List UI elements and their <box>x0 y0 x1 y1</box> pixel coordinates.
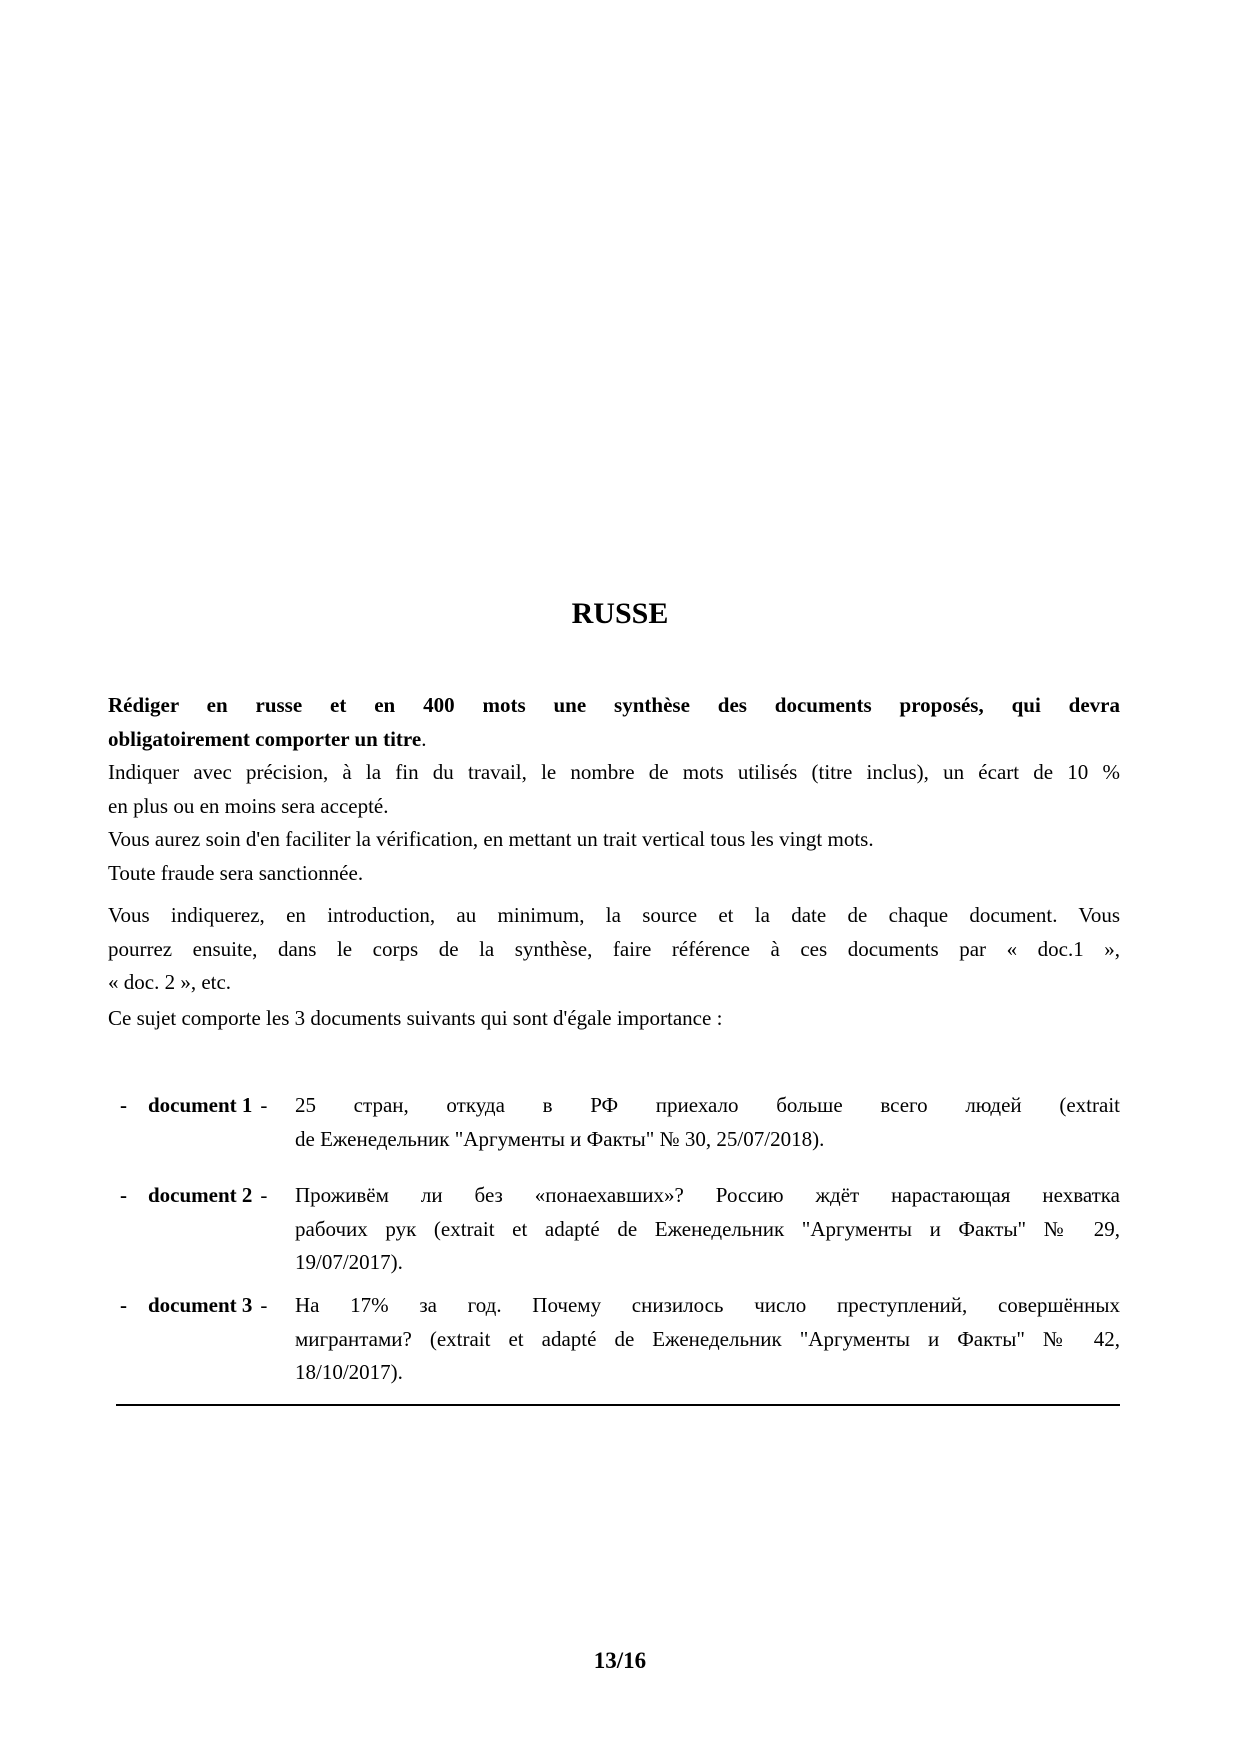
document-description-line: Проживём ли без «понаехавших»? Россию ждёт нарастающая нехватка <box>295 1183 1120 1207</box>
horizontal-rule <box>116 1404 1120 1406</box>
document-description-line: На 17% за год. Почему снизилось число преступлений, совершённых <box>295 1293 1120 1317</box>
label-separator-dash: - <box>260 1093 268 1117</box>
document-list-item-3 <box>108 1289 1120 1390</box>
document-description-line: мигрантами? (extrait et adapté de Еженедельник "Аргументы и Факты" № 42, <box>295 1326 1120 1351</box>
document-description-line: de Еженедельник "Аргументы и Факты" № 30, 25/07/2018). <box>295 1126 825 1151</box>
instructions-paragraph-1 <box>108 689 1120 890</box>
page-number: 13/16 <box>593 1648 647 1673</box>
document-description-line: 18/10/2017). <box>295 1360 403 1384</box>
instruction-line: Vous aurez soin d'en faciliter la vérification, en mettant un trait vertical tous les vingt mots. <box>108 827 874 851</box>
document-label-text: document 1 <box>148 1093 253 1117</box>
instruction-bold-span: obligatoirement comporter un titre <box>108 726 422 751</box>
instruction-line: Ce sujet comporte les 3 documents suivants qui sont d'égale importance : <box>108 1006 723 1030</box>
document-3-label <box>148 1289 267 1323</box>
instructions-paragraph-3 <box>108 1002 1120 1036</box>
list-dash: - <box>120 1093 127 1117</box>
page-title: RUSSE <box>571 597 669 630</box>
instruction-line: Indiquer avec précision, à la fin du travail, le nombre de mots utilisés (titre inclus), un écart de 10 % <box>108 760 1120 784</box>
list-dash: - <box>120 1293 127 1317</box>
document-label-text: document 3 <box>148 1293 253 1317</box>
instruction-line <box>108 723 1120 757</box>
instruction-line: en plus ou en moins sera accepté. <box>108 793 389 818</box>
document-1-label <box>148 1089 267 1123</box>
instruction-line: Toute fraude sera sanctionnée. <box>108 860 364 885</box>
label-separator-dash: - <box>260 1293 268 1317</box>
document-description-line: рабочих рук (extrait et adapté de Еженедельник "Аргументы и Факты" № 29, <box>295 1216 1120 1241</box>
instruction-line: pourrez ensuite, dans le corps de la synthèse, faire référence à ces documents par « doc.1 », <box>108 936 1120 961</box>
document-description-line: 19/07/2017). <box>295 1250 403 1274</box>
instructions-paragraph-2 <box>108 899 1120 1000</box>
document-2-label <box>148 1179 267 1213</box>
document-list-item-2 <box>108 1179 1120 1280</box>
list-dash: - <box>120 1183 127 1207</box>
label-separator-dash: - <box>260 1183 268 1207</box>
document-2-description <box>295 1179 1120 1280</box>
document-label-text: document 2 <box>148 1183 253 1207</box>
document-list-item-1 <box>108 1089 1120 1156</box>
instruction-line: Rédiger en russe et en 400 mots une synthèse des documents proposés, qui devra <box>108 693 1120 717</box>
document-3-description <box>295 1289 1120 1390</box>
instruction-line: Vous indiquerez, en introduction, au minimum, la source et la date de chaque document. Vous <box>108 903 1120 927</box>
instruction-tail-span: . <box>421 726 427 751</box>
document-description-line: 25 стран, откуда в РФ приехало больше всего людей (extrait <box>295 1093 1120 1117</box>
instruction-line: « doc. 2 », etc. <box>108 970 232 994</box>
document-1-description <box>295 1089 1120 1156</box>
